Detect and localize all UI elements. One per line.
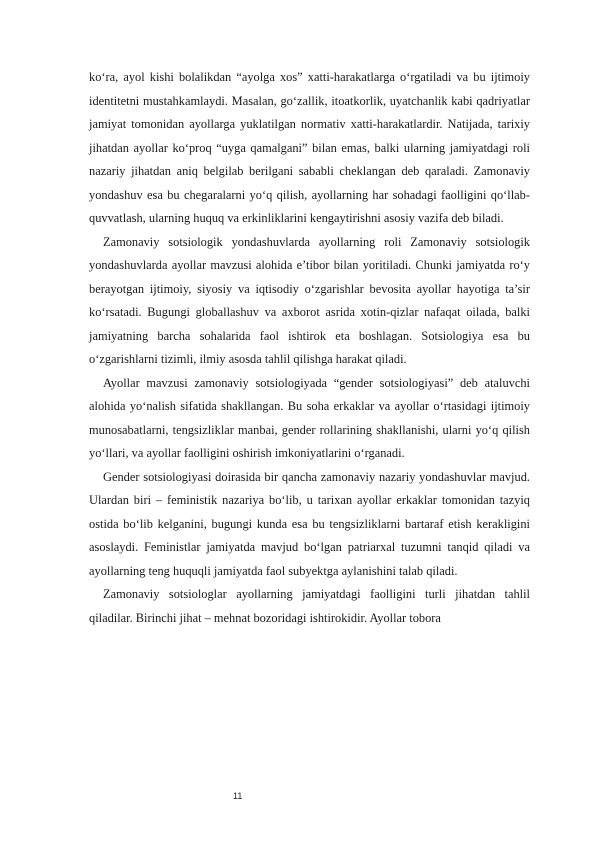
paragraph-modern-approaches: Zamonaviy sotsiologik yondashuvlarda ayollarning roli Zamonaviy sotsiologik yondashuvlarda ayollar mavzusi alohida e’tibor bilan yoritiladi. Chunki jamiyatda ro‘y berayotgan ijtimoiy, siyosiy va iqtisodiy o‘zgarishlar bevosita ayollar hayotiga ta’sir ko‘rsatadi. Bugungi globallashuv va axborot asrida xotin-qizlar nafaqat oilada, balki jamiyatning barcha sohalarida faol ishtirok eta boshlagan. Sotsiologiya esa bu o‘zgarishlarni tizimli, ilmiy asosda tahlil qilishga harakat qiladi. [89,234,530,366]
page-number: 11 [233,791,243,801]
paragraph-feminist-theory: Gender sotsiologiyasi doirasida bir qancha zamonaviy nazariy yondashuvlar mavjud. Ulardan biri – feministik nazariya bo‘lib, u tarixan ayollar erkaklar tomonidan tazyiq ostida bo‘lib kelganini, bugungi kunda esa bu tengsizliklarni bartaraf etish kerakligini asoslaydi. Feministlar jamiyatda mavjud bo‘lgan patriarxal tuzumni tanqid qiladi va ayollarning teng huquqli jamiyatda faol subyektga aylanishini talab qiladi. [89,469,530,578]
paragraph-gender-sociology: Ayollar mavzusi zamonaviy sotsiologiyada “gender sotsiologiyasi” deb ataluvchi alohida yo‘nalish sifatida shakllangan. Bu soha erkaklar va ayollar o‘rtasidagi ijtimoiy munosabatlarni, tengsizliklar manbai, gender rollarining shakllanishi, ularni yo‘q qilish yo‘llari, va ayollar faolligini oshirish imkoniyatlarini o‘rganadi. [89,375,530,460]
paragraph-activity-analysis: Zamonaviy sotsiologlar ayollarning jamiyatdagi faolligini turli jihatdan tahlil qiladilar. Birinchi jihat – mehnat bozoridagi ishtirokidir. Ayollar tobora [89,587,530,625]
page-body [89,66,530,630]
paragraph-continuation: ko‘ra, ayol kishi bolalikdan “ayolga xos” xatti-harakatlarga o‘rgatiladi va bu ijtimoiy identitetni mustahkamlaydi. Masalan, go‘zallik, itoatkorlik, uyatchanlik kabi qadriyatlar jamiyat tomonidan ayollarga yuklatilgan normativ xatti-harakatlardir. Natijada, tarixiy jihatdan ayollar ko‘proq “uyga qamalgani” bilan emas, balki ularning jamiyatdagi roli nazariy jihatdan aniq belgilab berilgani sababli cheklangan deb qaraladi. Zamonaviy yondashuv esa bu chegaralarni yo‘q qilish, ayollarning har sohadagi faolligini qo‘llab-quvvatlash, ularning huquq va erkinliklarini kengaytirishni asosiy vazifa deb biladi. [89,70,530,225]
